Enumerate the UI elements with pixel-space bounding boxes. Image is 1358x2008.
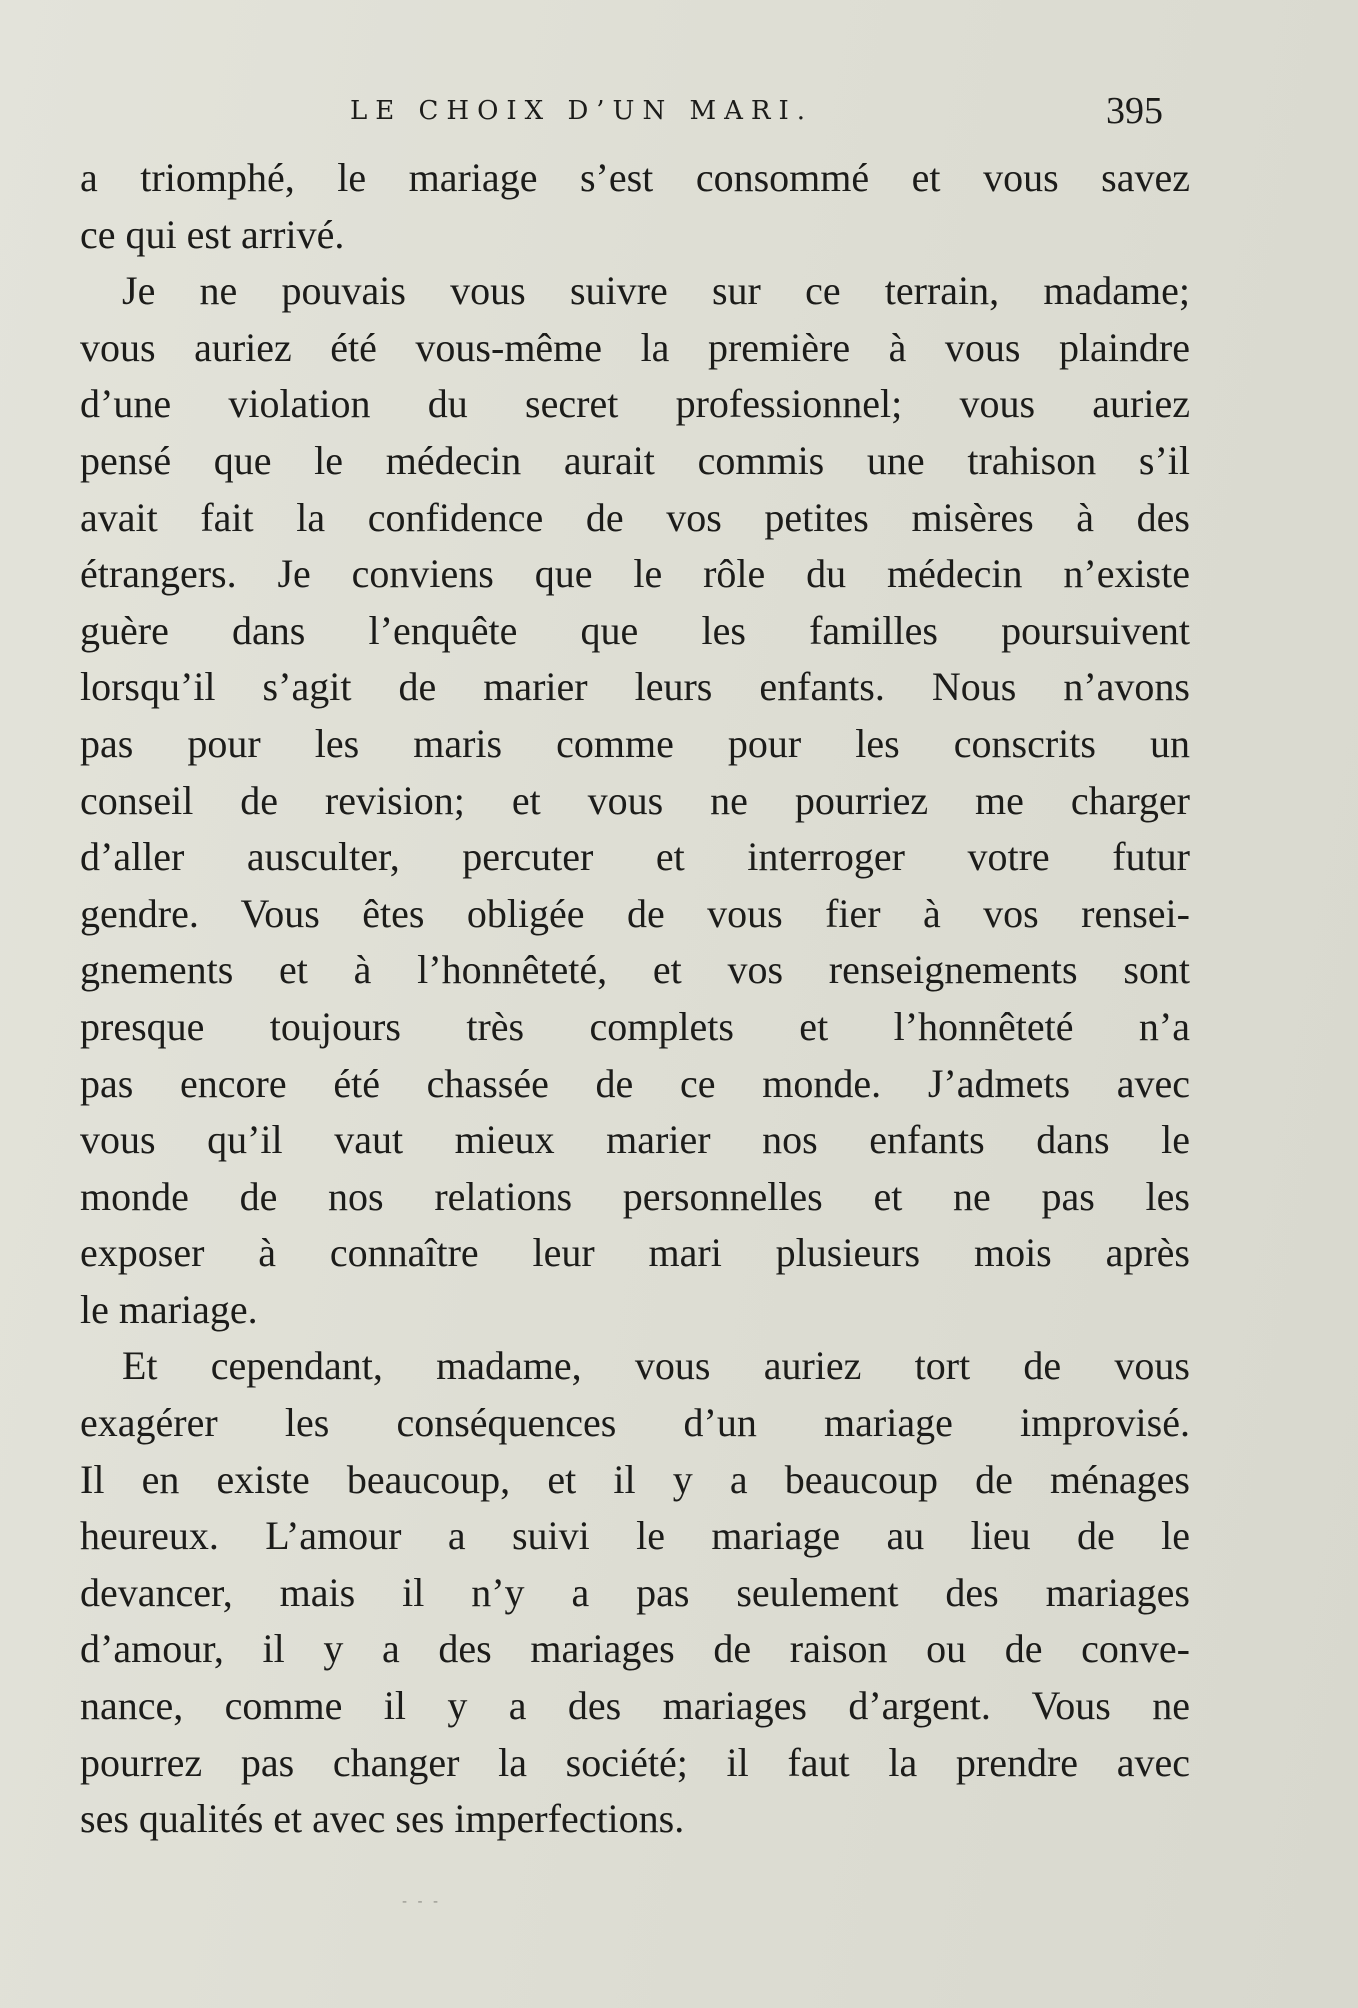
paragraph bbox=[80, 263, 1190, 1338]
text-line: Il en existe beaucoup, et il y a beaucoup de ménages bbox=[80, 1456, 1190, 1502]
text-line: devancer, mais il n’y a pas seulement des mariages bbox=[80, 1569, 1190, 1615]
paragraph-continued bbox=[80, 150, 1190, 263]
text-line: pas pour les maris comme pour les conscrits un bbox=[80, 720, 1190, 766]
text-line: pensé que le médecin aurait commis une trahison s’il bbox=[80, 437, 1190, 483]
text-line: d’aller ausculter, percuter et interroger votre futur bbox=[80, 834, 1190, 880]
text-line: ses qualités et avec ses imperfections. bbox=[80, 1796, 685, 1842]
text-line: gnements et à l’honnêteté, et vos renseignements sont bbox=[80, 947, 1190, 993]
text-line: gendre. Vous êtes obligée de vous fier à vos rensei- bbox=[80, 890, 1190, 936]
text-line: pourrez pas changer la société; il faut la prendre avec bbox=[80, 1739, 1190, 1785]
text-line: Je ne pouvais vous suivre sur ce terrain, madame; bbox=[122, 268, 1190, 314]
text-line: avait fait la confidence de vos petites misères à des bbox=[80, 494, 1190, 540]
page-number: 395 bbox=[1106, 90, 1163, 132]
text-line: vous auriez été vous-même la première à vous plaindre bbox=[80, 324, 1190, 370]
text-line: exposer à connaître leur mari plusieurs mois après bbox=[80, 1230, 1190, 1276]
text-line: conseil de revision; et vous ne pourriez me charger bbox=[80, 777, 1190, 823]
text-line: vous qu’il vaut mieux marier nos enfants dans le bbox=[80, 1117, 1190, 1163]
text-line: heureux. L’amour a suivi le mariage au lieu de le bbox=[80, 1513, 1190, 1559]
text-line: a triomphé, le mariage s’est consommé et vous savez bbox=[80, 155, 1190, 200]
text-line: ce qui est arrivé. bbox=[80, 211, 345, 257]
text-line: monde de nos relations personnelles et ne pas les bbox=[80, 1173, 1190, 1219]
running-title: LE CHOIX D’UN MARI. bbox=[350, 96, 813, 126]
paragraph bbox=[80, 1338, 1190, 1847]
text-line: nance, comme il y a des mariages d’argent. Vous ne bbox=[80, 1683, 1190, 1729]
running-header bbox=[0, 86, 1358, 136]
text-line: presque toujours très complets et l’honnêteté n’a bbox=[80, 1003, 1190, 1049]
text-line: pas encore été chassée de ce monde. J’admets avec bbox=[80, 1060, 1190, 1106]
text-line: guère dans l’enquête que les familles poursuivent bbox=[80, 607, 1190, 653]
text-line: d’une violation du secret professionnel; vous auriez bbox=[80, 381, 1190, 427]
text-line: le mariage. bbox=[80, 1286, 258, 1332]
text-line: exagérer les conséquences d’un mariage improvisé. bbox=[80, 1400, 1190, 1446]
body-text bbox=[80, 150, 1190, 1848]
text-line: d’amour, il y a des mariages de raison ou de conve- bbox=[80, 1626, 1190, 1672]
text-line: étrangers. Je conviens que le rôle du médecin n’existe bbox=[80, 551, 1190, 597]
footer-smudge: - - - bbox=[402, 1894, 442, 1910]
text-line: lorsqu’il s’agit de marier leurs enfants. Nous n’avons bbox=[80, 664, 1190, 710]
text-line: Et cependant, madame, vous auriez tort de vous bbox=[122, 1343, 1190, 1389]
